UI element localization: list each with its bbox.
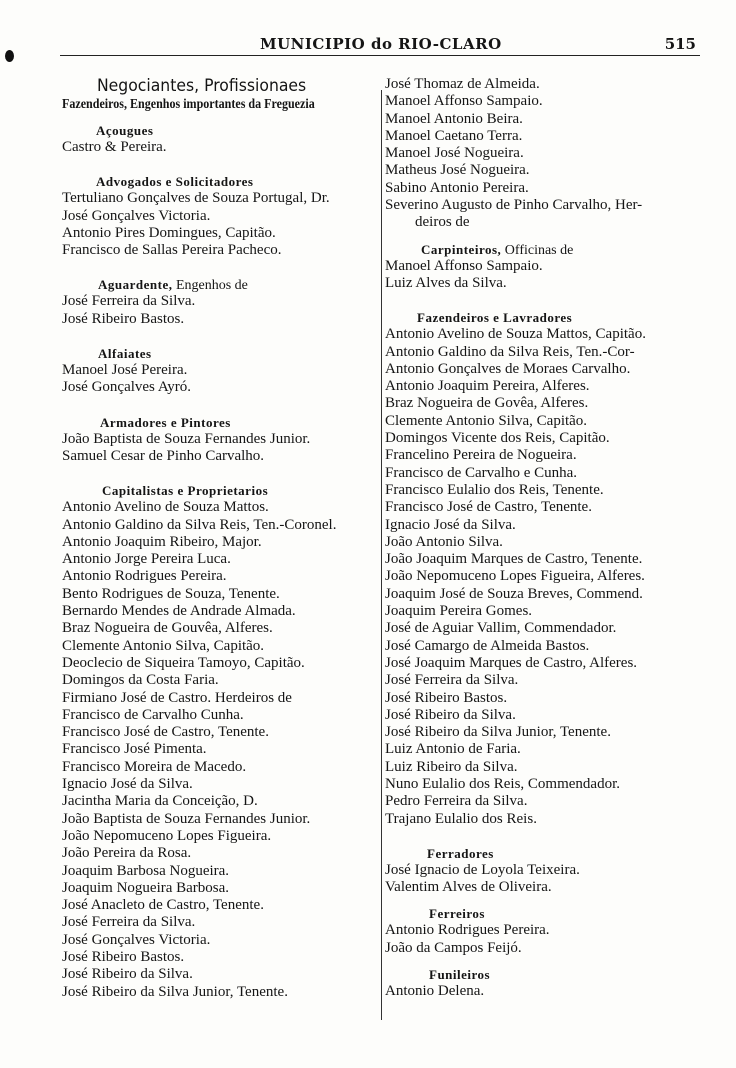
list-item: Clemente Antonio Silva, Capitão. (62, 637, 265, 654)
list-item: Antonio Avelino de Souza Mattos. (62, 499, 269, 516)
right-column (385, 76, 705, 1000)
list-item: Deoclecio de Siqueira Tamoyo, Capitão. (62, 654, 305, 671)
list-item: Ignacio José da Silva. (385, 516, 516, 533)
list-item: José Ribeiro da Silva. (385, 706, 516, 723)
list-item: Antonio Rodrigues Pereira. (385, 922, 550, 939)
list-item: Francisco José de Castro, Tenente. (62, 724, 269, 741)
list-item: Braz Nogueira de Govêa, Alferes. (385, 395, 589, 412)
section-heading: Ferreiros (429, 906, 485, 922)
sub-heading: Fazendeiros, Engenhos importantes da Freguezia (62, 97, 315, 112)
column-divider (381, 90, 382, 1020)
list-item: Joaquim Pereira Gomes. (385, 603, 533, 620)
list-item: Manoel Antonio Beira. (385, 110, 523, 127)
list-item: Antonio Gonçalves de Moraes Carvalho. (385, 360, 631, 377)
section-heading: Capitalistas e Proprietarios (102, 483, 269, 499)
list-item: Francisco de Sallas Pereira Pacheco. (62, 242, 282, 259)
list-item: Francisco Moreira de Macedo. (62, 758, 247, 775)
list-item: Manoel Affonso Sampaio. (385, 93, 543, 110)
list-item: Manoel Affonso Sampaio. (385, 257, 543, 274)
list-item: Luiz Alves da Silva. (385, 274, 507, 291)
section-heading: Advogados e Solicitadores (96, 174, 254, 190)
list-item: José Anacleto de Castro, Tenente. (62, 897, 264, 914)
list-item: Luiz Antonio de Faria. (385, 741, 521, 758)
list-item: Trajano Eulalio dos Reis. (385, 810, 537, 827)
page-title: MUNICIPIO do RIO-CLARO (260, 35, 502, 53)
list-item: Joaquim Nogueira Barbosa. (62, 879, 230, 896)
ink-blot-mark (5, 50, 14, 62)
list-item: José Ferreira da Silva. (385, 672, 519, 689)
list-item: Manoel Caetano Terra. (385, 127, 523, 144)
section-heading: Açougues (96, 123, 154, 138)
main-heading: Negociantes, Profissionaes (96, 76, 307, 96)
left-column (62, 76, 380, 1001)
list-item: José Ferreira da Silva. (62, 293, 196, 310)
list-item: José Ferreira da Silva. (62, 914, 196, 931)
list-item: Francelino Pereira de Nogueira. (385, 447, 577, 464)
list-item: Valentim Alves de Oliveira. (385, 879, 552, 896)
list-item: Firmiano José de Castro. Herdeiros de (62, 689, 292, 706)
list-item: Antonio Galdino da Silva Reis, Ten.-Coronel. (62, 516, 337, 533)
list-item: João Baptista de Souza Fernandes Junior. (62, 430, 311, 447)
list-item: José de Aguiar Vallim, Commendador. (385, 620, 617, 637)
section-heading: Funileiros (429, 967, 491, 983)
list-item: Antonio Pires Domingues, Capitão. (62, 224, 276, 241)
list-item: deiros de (415, 214, 470, 231)
list-item: José Ribeiro Bastos. (62, 310, 185, 327)
list-item: José Ignacio de Loyola Teixeira. (385, 861, 580, 878)
list-item: Antonio Avelino de Souza Mattos, Capitão. (385, 326, 646, 343)
section-heading: Ferradores (427, 845, 494, 861)
list-item: Joaquim Barbosa Nogueira. (62, 862, 230, 879)
page-number: 515 (664, 35, 696, 53)
list-item: Jacintha Maria da Conceição, D. (62, 793, 258, 810)
list-item: João Nepomuceno Lopes Figueira, Alferes. (385, 568, 645, 585)
list-item: Clemente Antonio Silva, Capitão. (385, 412, 588, 429)
list-item: José Camargo de Almeida Bastos. (385, 637, 590, 654)
list-item: Manoel José Pereira. (62, 362, 188, 379)
list-item: João Antonio Silva. (385, 533, 503, 550)
list-item: José Joaquim Marques de Castro, Alferes. (385, 654, 638, 671)
list-item: Severino Augusto de Pinho Carvalho, Her- (385, 197, 643, 214)
list-item: Antonio Joaquim Pereira, Alferes. (385, 378, 590, 395)
list-item: Antonio Galdino da Silva Reis, Ten.-Cor- (385, 343, 635, 360)
list-item: José Ribeiro Bastos. (62, 948, 185, 965)
list-item: Francisco de Carvalho e Cunha. (385, 464, 578, 481)
list-item: Francisco José de Castro, Tenente. (385, 499, 592, 516)
list-item: Domingos Vicente dos Reis, Capitão. (385, 430, 610, 447)
list-item: Joaquim José de Souza Breves, Commend. (385, 585, 643, 602)
list-item: Matheus José Nogueira. (385, 162, 530, 179)
list-item: Manoel José Nogueira. (385, 145, 524, 162)
section-heading: Armadores e Pintores (100, 414, 231, 430)
list-item: Francisco de Carvalho Cunha. (62, 706, 244, 723)
list-item: Antonio Delena. (385, 983, 485, 1000)
list-item: Tertuliano Gonçalves de Souza Portugal, Dr. (62, 190, 330, 207)
list-item: Francisco Eulalio dos Reis, Tenente. (385, 481, 604, 498)
section-heading: Fazendeiros e Lavradores (417, 310, 573, 326)
list-item: João da Campos Feijó. (385, 939, 522, 956)
list-item: Domingos da Costa Faria. (62, 672, 219, 689)
list-item: João Joaquim Marques de Castro, Tenente. (385, 551, 643, 568)
list-item: José Gonçalves Ayró. (62, 379, 192, 396)
list-item: José Ribeiro da Silva Junior, Tenente. (62, 983, 288, 1000)
list-item: Nuno Eulalio dos Reis, Commendador. (385, 775, 620, 792)
list-item: Castro & Pereira. (62, 139, 167, 155)
list-item: João Baptista de Souza Fernandes Junior. (62, 810, 311, 827)
section-heading: Alfaiates (98, 346, 152, 362)
list-item: Antonio Jorge Pereira Luca. (62, 551, 231, 568)
section-heading: Aguardente, Engenhos de (98, 277, 248, 294)
list-item: José Ribeiro da Silva Junior, Tenente. (385, 724, 611, 741)
list-item: Sabino Antonio Pereira. (385, 179, 529, 196)
list-item: José Thomaz de Almeida. (385, 76, 540, 92)
list-item: Francisco José Pimenta. (62, 741, 207, 758)
list-item: José Ribeiro da Silva. (62, 966, 193, 983)
list-item: João Pereira da Rosa. (62, 845, 192, 862)
running-head (60, 33, 700, 56)
list-item: Ignacio José da Silva. (62, 776, 193, 793)
list-item: Antonio Rodrigues Pereira. (62, 568, 227, 585)
list-item: José Ribeiro Bastos. (385, 689, 508, 706)
list-item: José Gonçalves Victoria. (62, 931, 211, 948)
list-item: João Nepomuceno Lopes Figueira. (62, 827, 272, 844)
list-item: Pedro Ferreira da Silva. (385, 793, 528, 810)
list-item: Luiz Ribeiro da Silva. (385, 758, 518, 775)
list-item: José Gonçalves Victoria. (62, 207, 211, 224)
section-heading: Carpinteiros, Officinas de (421, 241, 574, 258)
list-item: Samuel Cesar de Pinho Carvalho. (62, 447, 265, 464)
list-item: Antonio Joaquim Ribeiro, Major. (62, 533, 262, 550)
list-item: Bento Rodrigues de Souza, Tenente. (62, 585, 280, 602)
list-item: Bernardo Mendes de Andrade Almada. (62, 603, 296, 620)
list-item: Braz Nogueira de Gouvêa, Alferes. (62, 620, 273, 637)
